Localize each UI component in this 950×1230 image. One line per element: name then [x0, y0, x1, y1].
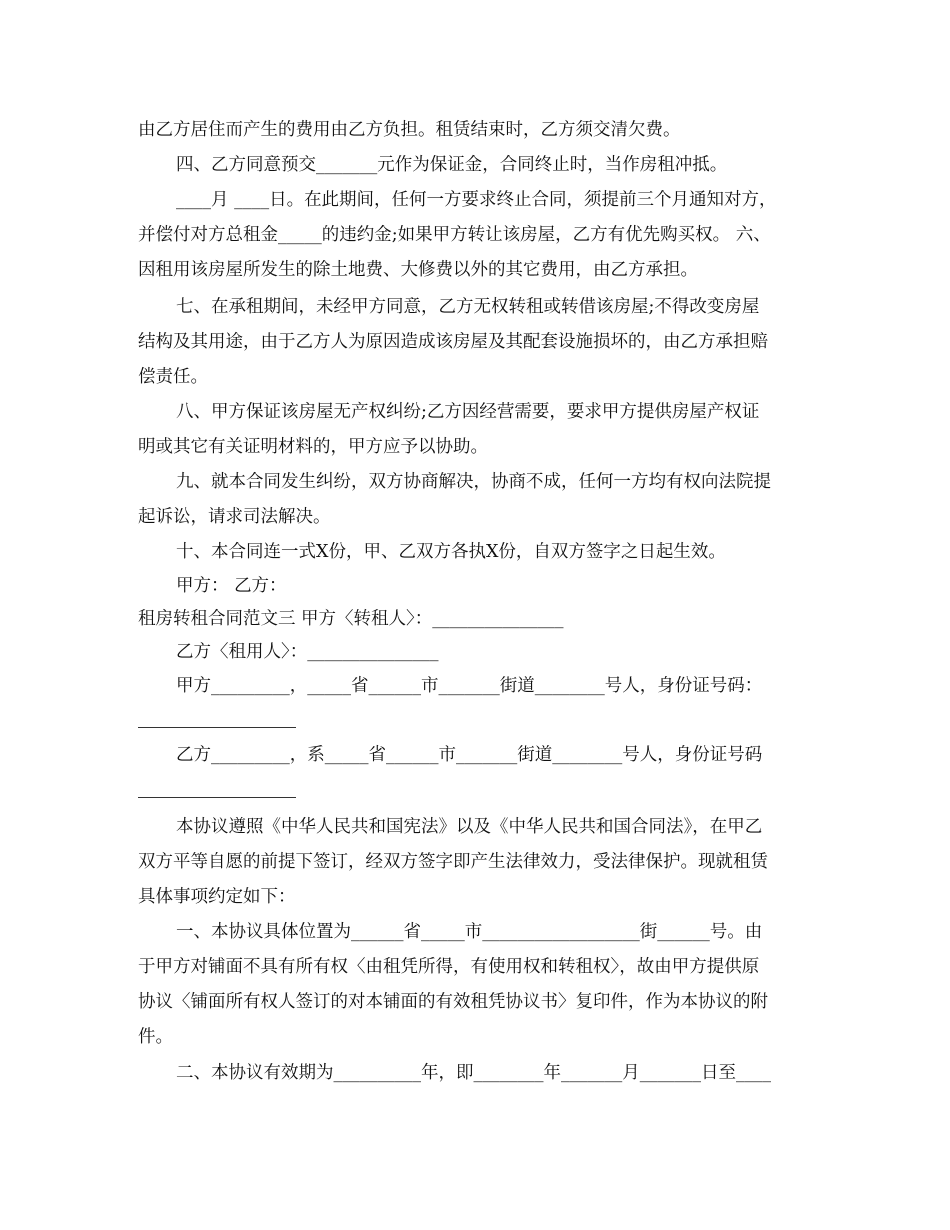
text-line: 起诉讼，请求司法解决。: [138, 507, 331, 527]
text-line: 并偿付对方总租金_____的违约金;如果甲方转让该房屋，乙方有优先购买权。 六、: [138, 225, 771, 245]
text-line: 乙方_________，系_____省______市_______街道________号人，身份证号码: [176, 745, 763, 765]
text-line: 十、本合同连一式X份，甲、乙双方各执X份，自双方签字之日起生效。: [176, 542, 726, 562]
text-line: 一、本协议具体位置为______省_____市__________________街______号。由: [176, 922, 763, 942]
signature-line: 甲方： 乙方：: [176, 576, 287, 596]
text-line: 具体事项约定如下：: [138, 887, 296, 907]
text-line: 九、就本合同发生纠纷，双方协商解决，协商不成，任何一方均有权向法院提: [176, 472, 771, 492]
text-line: 四、乙方同意预交_______元作为保证金，合同终止时，当作房租冲抵。: [176, 155, 728, 175]
text-line: 于甲方对铺面不具有所有权〈由租凭所得，有使用权和转租权〉，故由甲方提供原: [138, 957, 760, 977]
text-line: 租房转租合同范文三 甲方〈转租人〉：_______________: [138, 609, 564, 629]
text-line: 明或其它有关证明材料的，甲方应予以协助。: [138, 437, 488, 457]
text-line: ____月 ____日。在此期间，任何一方要求终止合同，须提前三个月通知对方，: [176, 190, 777, 210]
text-line: 二、本协议有效期为__________年，即________年_______月_______日至____: [176, 1063, 771, 1083]
text-line: 偿责任。: [138, 367, 208, 387]
text-line: 八、甲方保证该房屋无产权纠纷;乙方因经营需要，要求甲方提供房屋产权证: [176, 402, 760, 422]
text-line: 本协议遵照《中华人民共和国宪法》以及《中华人民共和国合同法》，在甲乙: [176, 817, 763, 837]
text-line: 因租用该房屋所发生的除土地费、大修费以外的其它费用，由乙方承担。: [138, 260, 698, 280]
text-line: 乙方〈租用人〉：_______________: [176, 642, 439, 662]
text-line: 双方平等自愿的前提下签订，经双方签字即产生法律效力，受法律保护。现就租赁: [138, 852, 768, 872]
blank-underline: [138, 797, 296, 798]
blank-underline: [138, 727, 296, 728]
text-line: 件。: [138, 1027, 173, 1047]
text-line: 七、在承租期间，未经甲方同意，乙方无权转租或转借该房屋;不得改变房屋: [176, 297, 760, 317]
text-line: 协议〈铺面所有权人签订的对本铺面的有效租凭协议书〉复印件，作为本协议的附: [138, 992, 768, 1012]
text-line: 由乙方居住而产生的费用由乙方负担。租赁结束时，乙方须交清欠费。: [138, 120, 681, 140]
text-line: 结构及其用途，由于乙方人为原因造成该房屋及其配套设施损坏的，由乙方承担赔: [138, 332, 768, 352]
text-line: 甲方_________，_____省______市_______街道________号人，身份证号码：: [176, 676, 763, 696]
